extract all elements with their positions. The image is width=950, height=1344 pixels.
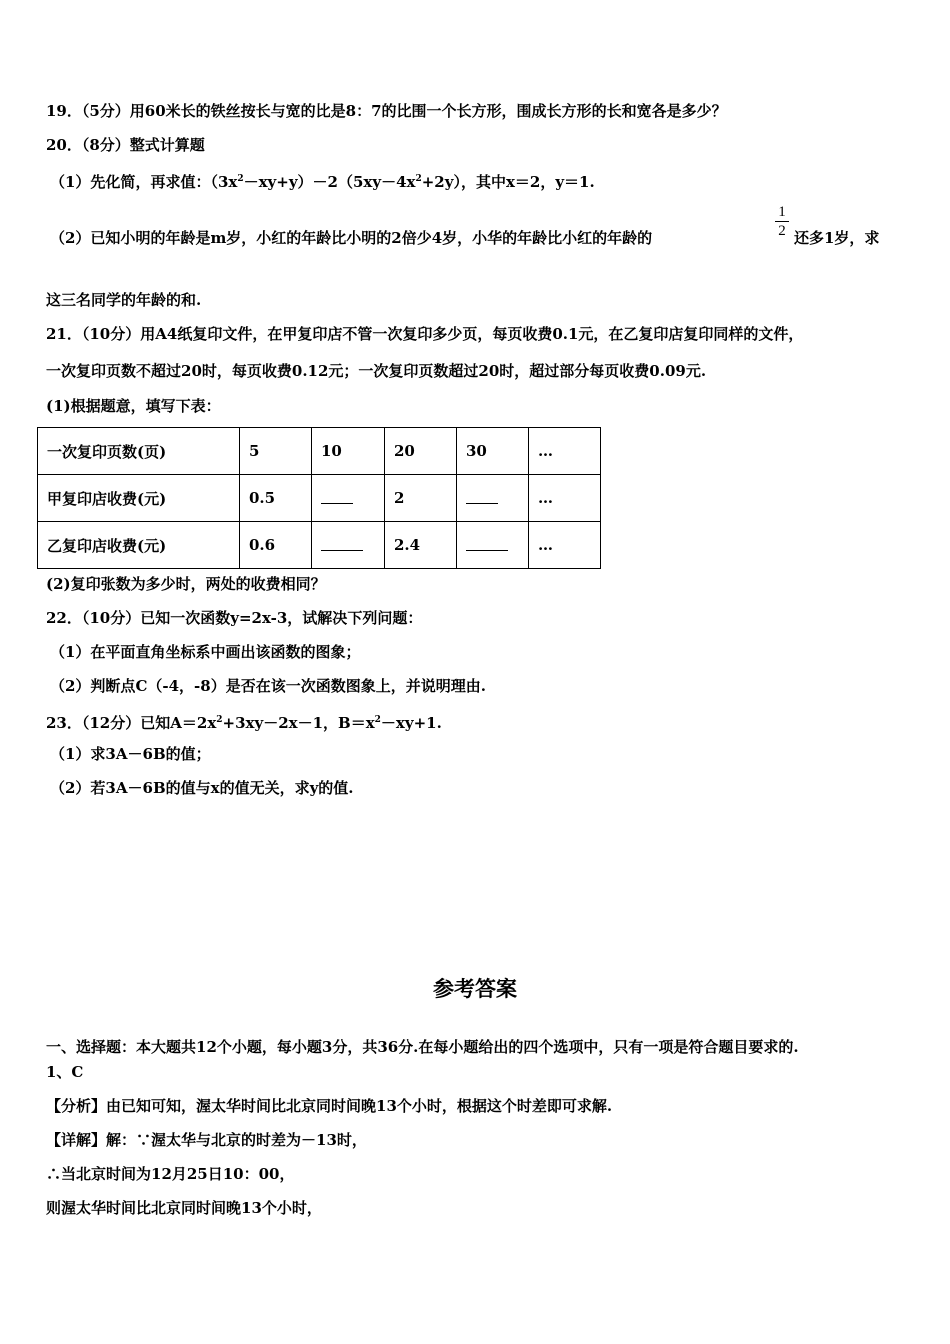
question-20-part-2: （2）已知小明的年龄是m岁，小红的年龄比小明的2倍少4岁，小华的年龄比小红的年龄的 [50,229,653,247]
table-cell: … [529,475,601,522]
question-23-heading [46,710,442,733]
q23-text-a: 23．（12分）已知A＝2x [46,714,217,732]
table-cell: 5 [240,428,312,475]
table-row-shop-b [38,522,601,569]
table-cell: 0.5 [240,475,312,522]
table-cell: … [529,428,601,475]
q23-exponent-2: 2 [374,715,381,725]
table-cell: 2.4 [385,522,457,569]
question-21-part-1: (1)根据题意，填写下表： [46,397,221,415]
answers-title: 参考答案 [433,976,517,1001]
q20-p1-exponent-1: 2 [237,174,244,184]
table-cell-blank [457,475,529,522]
question-22-part-1: （1）在平面直角坐标系中画出该函数的图象； [50,643,361,661]
question-22-part-2: （2）判断点C（-4，-8）是否在该一次函数图象上，并说明理由. [50,677,486,695]
answer-1: 1、C [46,1063,84,1081]
answer-detail: 【详解】解：∵渥太华与北京的时差为－13时， [46,1131,367,1149]
question-20-part-2-tail: 还多1岁，求 [794,229,880,247]
answer-blank [321,489,353,504]
question-20-part-2-end: 这三名同学的年龄的和. [46,291,202,309]
answer-step-2: 则渥太华时间比北京同时间晚13个小时， [46,1199,322,1217]
table-cell: 10 [312,428,385,475]
table-cell: 2 [385,475,457,522]
table-cell-blank [457,522,529,569]
question-20-heading: 20．（8分）整式计算题 [46,136,205,154]
q20-p1-text-a: （1）先化简，再求值：（3x [50,173,238,191]
question-21-line-1: 21．（10分）用A4纸复印文件，在甲复印店不管一次复印多少页，每页收费0.1元，在乙复印店复印同样的文件， [46,325,804,343]
answers-section-1: 一、选择题：本大题共12个小题，每小题3分，共36分.在每小题给出的四个选项中，只有一项是符合题目要求的. [46,1038,799,1056]
answer-analysis: 【分析】由已知可知，渥太华时间比北京同时间晚13个小时，根据这个时差即可求解. [46,1097,613,1115]
answer-step-1: ∴当北京时间为12月25日10：00， [46,1165,295,1183]
fraction-one-half [775,204,789,239]
table-cell: 20 [385,428,457,475]
table-cell: 0.6 [240,522,312,569]
question-23-part-1: （1）求3A－6B的值； [50,745,211,763]
table-cell-blank [312,522,385,569]
answer-blank [466,536,508,551]
q23-text-b: +3xy－2x－1，B＝x [222,714,375,732]
question-21-line-2: 一次复印页数不超过20时，每页收费0.12元；一次复印页数超过20时，超过部分每页收费0.09元. [46,362,707,380]
answer-blank [466,489,498,504]
table-cell: 乙复印店收费(元) [38,522,240,569]
answer-blank [321,536,363,551]
question-23-part-2: （2）若3A－6B的值与x的值无关，求y的值. [50,779,354,797]
table-cell: 甲复印店收费(元) [38,475,240,522]
q23-exponent-1: 2 [216,715,223,725]
fraction-bar [775,221,789,222]
question-20-part-1 [50,169,595,192]
question-21-part-2: (2)复印张数为多少时，两处的收费相同？ [46,575,326,593]
table-cell: 30 [457,428,529,475]
fraction-denominator: 2 [778,223,786,239]
fraction-numerator: 1 [778,204,786,220]
q20-p1-exponent-2: 2 [415,174,422,184]
question-19: 19．（5分）用60米长的铁丝按长与宽的比是8：7的比围一个长方形，围成长方形的长和宽各是多少？ [46,102,727,120]
table-cell-blank [312,475,385,522]
table-row-pages [38,428,601,475]
table-cell: … [529,522,601,569]
fee-table [37,427,601,569]
q20-p1-text-b: －xy+y）－2（5xy－4x [243,173,416,191]
q20-p1-text-c: +2y），其中x＝2，y＝1. [421,173,595,191]
question-22-heading: 22．（10分）已知一次函数y=2x-3，试解决下列问题： [46,609,423,627]
q23-text-c: －xy+1. [380,714,442,732]
table-row-shop-a [38,475,601,522]
table-cell: 一次复印页数(页) [38,428,240,475]
